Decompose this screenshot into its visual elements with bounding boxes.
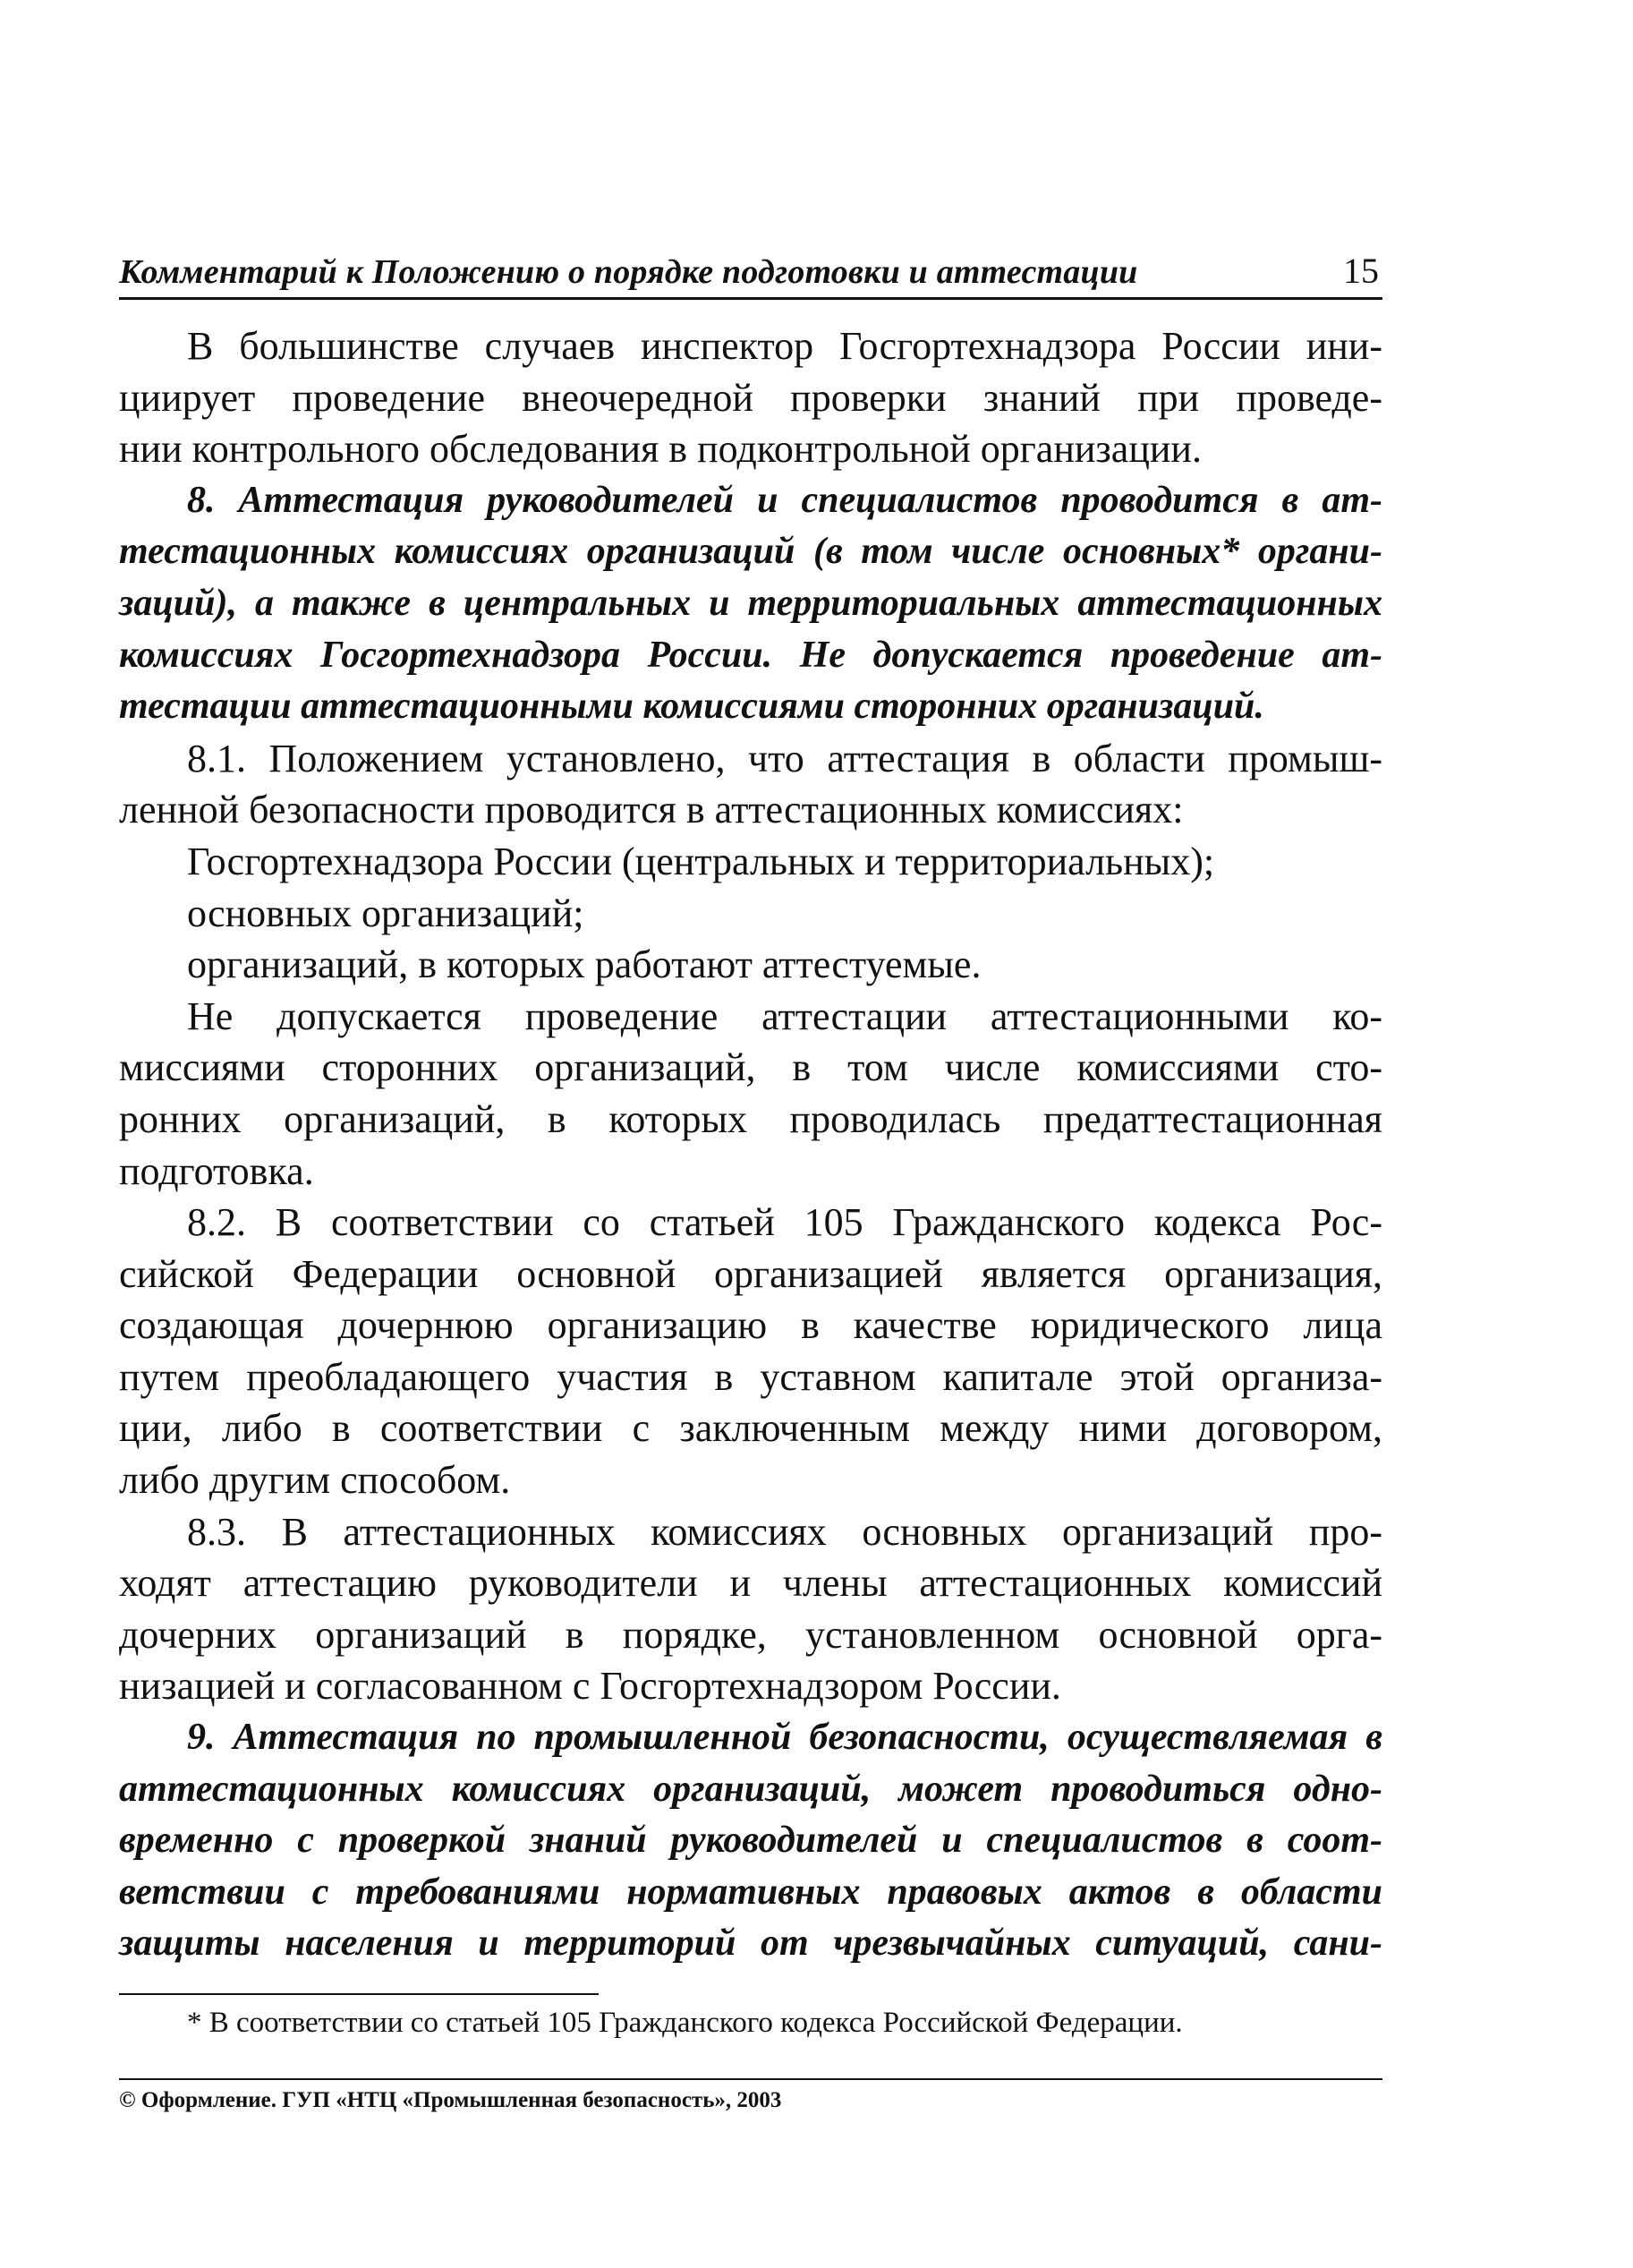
copyright: © Оформление. ГУП «НТЦ «Промышленная безопасность», 2003: [119, 2088, 782, 2112]
copyright-divider: [119, 2078, 1382, 2080]
text-line: ции, либо в соответствии с заключенным между ними договором,: [119, 1406, 1382, 1451]
page-number: 15: [1343, 251, 1379, 291]
text-line: В большинстве случаев инспектор Госгортехнадзора России ини-: [187, 324, 1382, 368]
text-line: дочерних организаций в порядке, установленном основной орга-: [119, 1612, 1382, 1657]
text-line: заций), а также в центральных и территориальных аттестационных: [119, 582, 1382, 624]
footnote-divider: [119, 1993, 599, 1995]
footnote: * В соответствии со статьей 105 Гражданского кодекса Российской Федерации.: [187, 2007, 1183, 2039]
text-line: 8.1. Положением установлено, что аттестация в области промыш-: [187, 736, 1382, 780]
text-line: Госгортехнадзора России (центральных и территориальных);: [187, 839, 1215, 883]
text-line: сийской Федерации основной организацией является организация,: [119, 1251, 1382, 1296]
text-line: комиссиях Госгортехнадзора России. Не допускается проведение ат-: [119, 634, 1382, 676]
text-line: 8. Аттестация руководителей и специалистов проводится в ат-: [187, 479, 1382, 521]
header-title: Комментарий к Положению о порядке подготовки и аттестации: [119, 253, 1138, 291]
text-line: подготовка.: [119, 1148, 314, 1193]
text-line: либо другим способом.: [119, 1458, 511, 1503]
text-line: 8.3. В аттестационных комиссиях основных организаций про-: [187, 1509, 1382, 1554]
text-line: временно с проверкой знаний руководителей и специалистов в соот-: [119, 1820, 1382, 1862]
text-line: циирует проведение внеочередной проверки знаний при проведе-: [119, 375, 1382, 420]
text-line: Не допускается проведение аттестации аттестационными ко-: [187, 993, 1382, 1038]
text-line: создающая дочернюю организацию в качестве юридического лица: [119, 1303, 1382, 1348]
text-line: низацией и согласованном с Госгортехнадзором России.: [119, 1664, 1061, 1709]
text-line: организаций, в которых работают аттестуемые.: [187, 942, 982, 987]
text-line: нии контрольного обследования в подконтрольной организации.: [119, 427, 1202, 472]
footnote-area: [119, 1993, 1382, 2043]
text-line: тестационных комиссиях организаций (в том числе основных* органи-: [119, 531, 1382, 573]
text-line: тестации аттестационными комиссиями сторонних организаций.: [119, 686, 1264, 728]
text-line: 8.2. В соответствии со статьей 105 Гражданского кодекса Рос-: [187, 1200, 1382, 1245]
text-line: основных организаций;: [187, 891, 584, 935]
text-line: путем преобладающего участия в уставном капитале этой организа-: [119, 1354, 1382, 1399]
text-line: ронних организаций, в которых проводилась предаттестационная: [119, 1096, 1382, 1141]
running-header: [119, 247, 1382, 300]
text-line: защиты населения и территорий от чрезвычайных ситуаций, сани-: [119, 1923, 1382, 1965]
body-text: [119, 320, 1382, 1970]
text-line: ленной безопасности проводится в аттестационных комиссиях:: [119, 788, 1184, 832]
text-line: миссиями сторонних организаций, в том числе комиссиями сто-: [119, 1045, 1382, 1090]
text-line: ветствии с требованиями нормативных правовых актов в области: [119, 1871, 1382, 1913]
text-line: аттестационных комиссиях организаций, может проводиться одно-: [119, 1768, 1382, 1810]
text-line: ходят аттестацию руководители и члены аттестационных комиссий: [119, 1561, 1382, 1606]
text-line: 9. Аттестация по промышленной безопасности, осуществляемая в: [187, 1717, 1382, 1759]
